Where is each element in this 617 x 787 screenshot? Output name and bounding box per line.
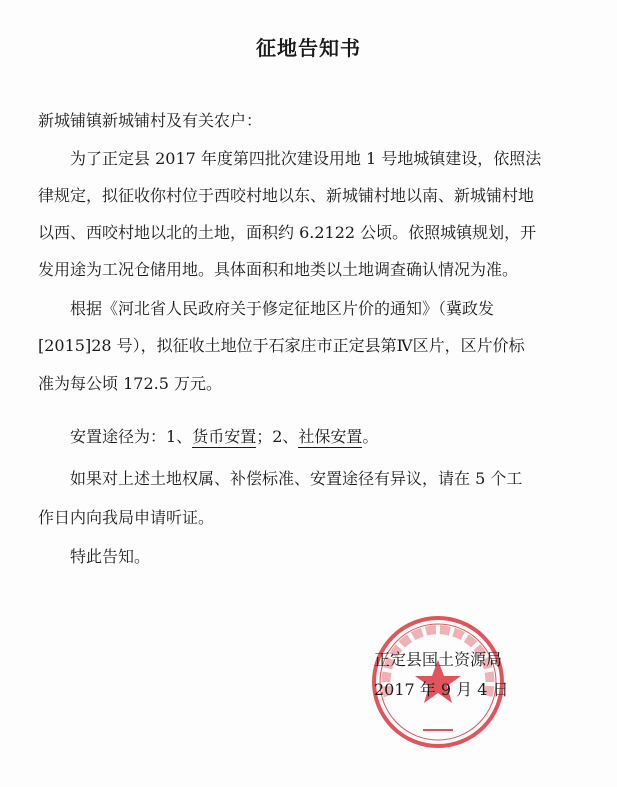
resettlement-option-currency: 货币安置 [192,427,257,446]
paragraph-1-line-2: 律规定，拟征收你村位于西咬村地以东、新城铺村地以南、新城铺村地 [38,186,535,205]
salutation: 新城铺镇新城铺村及有关农户： [38,111,263,130]
resettlement-prefix: 安置途径为：1、 [70,427,193,446]
paragraph-2-line-2: [2015]28 号），拟征收土地位于石家庄市正定县第Ⅳ区片，区片价标 [38,336,525,355]
document-title: 征地告知书 [256,36,361,60]
resettlement-middle: ；2、 [256,427,299,446]
paragraph-4-line-1: 如果对上述土地权属、补偿标准、安置途径有异议，请在 5 个工 [70,469,523,488]
paragraph-2-line-3: 准为每公顷 172.5 万元。 [38,374,222,393]
paragraph-1-line-4: 发用途为工况仓储用地。具体面积和地类以土地调查确认情况为准。 [38,260,519,279]
resettlement-option-social-security: 社保安置 [298,427,363,446]
paragraph-1-line-3: 以西、西咬村地以北的土地，面积约 6.2122 公顷。依照城镇规划，开 [38,223,537,242]
issuer-name: 正定县国土资源局 [374,650,503,669]
paragraph-4-line-2: 作日内向我局申请听证。 [38,508,215,527]
paragraph-1-line-1: 为了正定县 2017 年度第四批次建设用地 1 号地城镇建设，依照法 [70,149,542,168]
paragraph-3 [70,427,378,447]
issue-date: 2017 年 9 月 4 日 [374,680,509,699]
resettlement-suffix: 。 [362,427,379,446]
closing-text: 特此告知。 [70,547,151,566]
paragraph-2-line-1: 根据《河北省人民政府关于修定征地区片价的通知》（冀政发 [70,299,495,318]
